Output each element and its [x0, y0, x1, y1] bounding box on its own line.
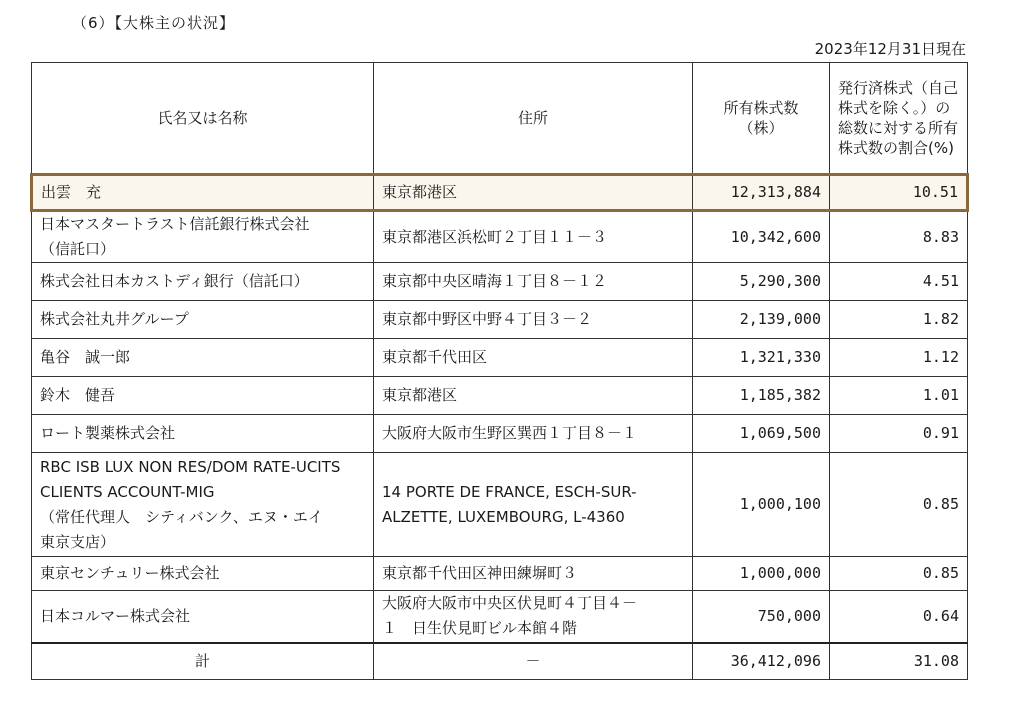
total-ratio: 31.08	[830, 643, 968, 680]
shareholder-ratio: 8.83	[830, 211, 968, 263]
major-shareholders-table	[30, 62, 969, 680]
shareholder-name: 出雲 充	[32, 175, 374, 211]
section-title: （6）【大株主の状況】	[72, 14, 236, 32]
shareholder-name: 株式会社丸井グループ	[32, 301, 374, 339]
table-row	[32, 263, 968, 301]
table-row	[32, 339, 968, 377]
table-row	[32, 175, 968, 211]
shareholder-address: 東京都港区	[374, 377, 693, 415]
shareholder-address: 14 PORTE DE FRANCE, ESCH-SUR- ALZETTE, LUXEMBOURG, L-4360	[374, 453, 693, 557]
shareholder-shares: 1,000,000	[693, 557, 830, 591]
shareholder-address: 東京都千代田区	[374, 339, 693, 377]
shareholder-name: 日本コルマー株式会社	[32, 591, 374, 643]
shareholder-address: 東京都千代田区神田練塀町３	[374, 557, 693, 591]
total-address: －	[374, 643, 693, 680]
shareholder-address: 大阪府大阪市生野区巽西１丁目８－１	[374, 415, 693, 453]
shareholder-shares: 10,342,600	[693, 211, 830, 263]
total-row	[32, 643, 968, 680]
shareholder-name: 日本マスタートラスト信託銀行株式会社 （信託口）	[32, 211, 374, 263]
shareholder-name: 鈴木 健吾	[32, 377, 374, 415]
shareholder-ratio: 0.85	[830, 453, 968, 557]
shareholder-shares: 1,185,382	[693, 377, 830, 415]
header-shares: 所有株式数 （株）	[693, 63, 830, 175]
shareholder-shares: 5,290,300	[693, 263, 830, 301]
table-row	[32, 415, 968, 453]
shareholder-address: 大阪府大阪市中央区伏見町４丁目４－ １ 日生伏見町ビル本館４階	[374, 591, 693, 643]
shareholder-ratio: 1.82	[830, 301, 968, 339]
shareholder-ratio: 0.85	[830, 557, 968, 591]
header-ratio: 発行済株式（自己株式を除く。）の総数に対する所有株式数の割合(%)	[830, 63, 968, 175]
shareholder-shares: 12,313,884	[693, 175, 830, 211]
shareholder-name: RBC ISB LUX NON RES/DOM RATE-UCITS CLIENTS ACCOUNT-MIG （常任代理人 シティバンク、エヌ・エイ 東京支店）	[32, 453, 374, 557]
table-row	[32, 453, 968, 557]
shareholder-ratio: 1.01	[830, 377, 968, 415]
shareholder-ratio: 0.91	[830, 415, 968, 453]
shareholder-shares: 750,000	[693, 591, 830, 643]
table-row	[32, 591, 968, 643]
total-shares: 36,412,096	[693, 643, 830, 680]
shareholder-name: 東京センチュリー株式会社	[32, 557, 374, 591]
as-of-date: 2023年12月31日現在	[814, 40, 966, 58]
shareholder-rows	[32, 175, 968, 643]
shareholder-address: 東京都港区浜松町２丁目１１－３	[374, 211, 693, 263]
shareholder-address: 東京都中央区晴海１丁目８－１２	[374, 263, 693, 301]
header-address: 住所	[374, 63, 693, 175]
total-label: 計	[32, 643, 374, 680]
shareholder-address: 東京都中野区中野４丁目３－２	[374, 301, 693, 339]
header-name: 氏名又は名称	[32, 63, 374, 175]
table-row	[32, 557, 968, 591]
table-row	[32, 377, 968, 415]
shareholder-name: 亀谷 誠一郎	[32, 339, 374, 377]
shareholder-ratio: 1.12	[830, 339, 968, 377]
header-row	[32, 63, 968, 175]
shareholder-ratio: 4.51	[830, 263, 968, 301]
shareholder-ratio: 0.64	[830, 591, 968, 643]
shareholder-name: 株式会社日本カストディ銀行（信託口）	[32, 263, 374, 301]
shareholder-shares: 1,000,100	[693, 453, 830, 557]
shareholder-address: 東京都港区	[374, 175, 693, 211]
table-row	[32, 301, 968, 339]
shareholder-shares: 1,321,330	[693, 339, 830, 377]
shareholder-shares: 1,069,500	[693, 415, 830, 453]
shareholder-name: ロート製薬株式会社	[32, 415, 374, 453]
shareholder-ratio: 10.51	[830, 175, 968, 211]
shareholder-shares: 2,139,000	[693, 301, 830, 339]
table-row	[32, 211, 968, 263]
